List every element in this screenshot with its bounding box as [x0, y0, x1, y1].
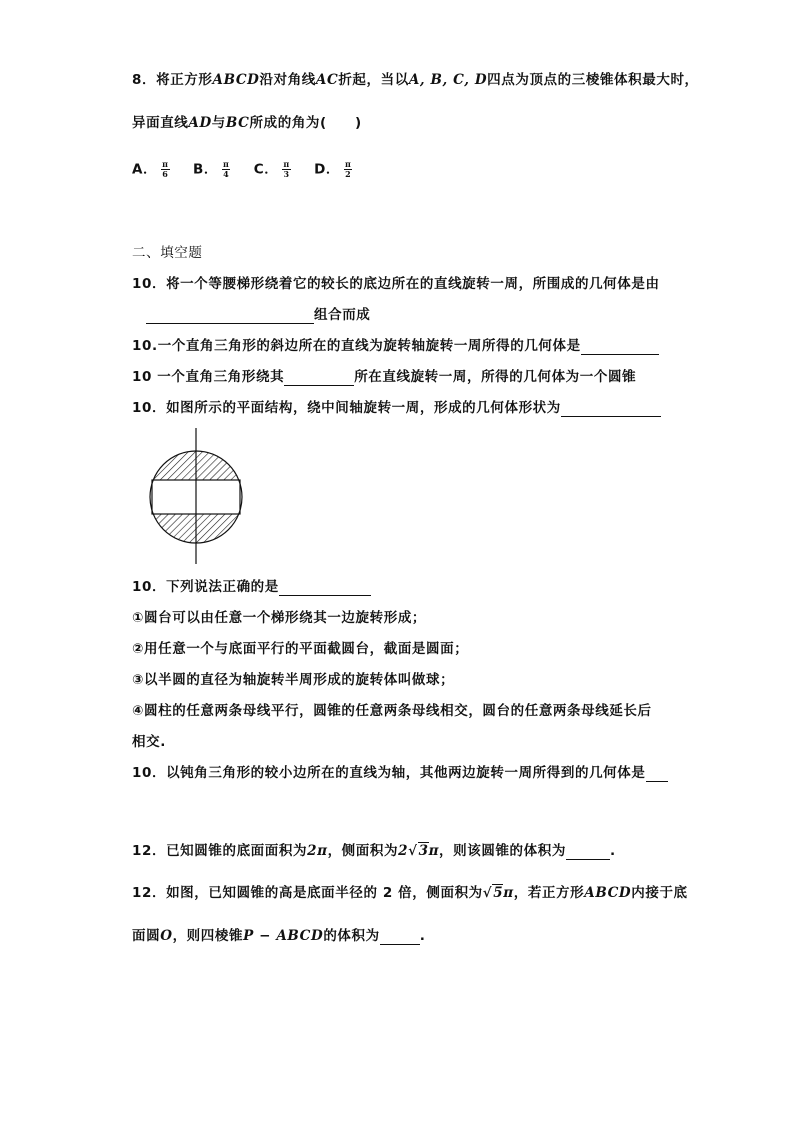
q10f-line — [132, 764, 668, 782]
q10f-text: 10．以钝角三角形的较小边所在的直线为轴，其他两边旋转一周所得到的几何体是 — [132, 765, 646, 781]
q8-text: 异面直线 — [132, 115, 189, 131]
q10a-line2 — [146, 306, 370, 324]
q12b-text: . — [419, 928, 426, 944]
q8-line2 — [132, 114, 362, 132]
math-lateral-area: √5π — [482, 885, 514, 901]
q10e-item-4-cont: 相交. — [132, 734, 166, 750]
math-base-area: 2π — [307, 843, 328, 859]
q12b-text: ，则四棱锥 — [172, 928, 244, 944]
option-fraction — [282, 160, 290, 179]
q10e-stem — [132, 578, 371, 596]
q10e-text: 10．下列说法正确的是 — [132, 579, 279, 595]
math-pi: π — [428, 843, 440, 859]
option-c[interactable] — [254, 160, 291, 179]
option-label: A． — [132, 161, 158, 178]
q12a-text: 12．已知圆锥的底面面积为 — [132, 843, 308, 859]
q8-text: 沿对角线 — [259, 72, 316, 88]
q10e-item-2: ②用任意一个与底面平行的平面截圆台，截面是圆面； — [132, 641, 469, 657]
answer-blank[interactable] — [566, 845, 610, 860]
math-center: O — [160, 928, 173, 944]
q12b-line2 — [132, 927, 425, 945]
denominator: 4 — [223, 169, 230, 179]
math-bc: BC — [225, 115, 250, 131]
q10c-line — [132, 368, 636, 386]
math-pyramid: P − ABCD — [243, 928, 324, 944]
answer-blank[interactable] — [561, 402, 661, 417]
numerator: π — [283, 159, 290, 169]
math-square: ABCD — [212, 72, 260, 88]
q12b-line1 — [132, 884, 688, 902]
q12b-text: 内接于底 — [631, 885, 688, 901]
q8-text: 所成的角为( ) — [249, 115, 362, 131]
answer-blank[interactable] — [646, 767, 668, 782]
q10e-item-1: ①圆台可以由任意一个梯形绕其一边旋转形成； — [132, 610, 427, 626]
denominator: 2 — [345, 169, 352, 179]
q12b-text: 12．如图，已知圆锥的高是底面半径的 2 倍，侧面积为 — [132, 885, 483, 901]
option-fraction — [222, 160, 230, 179]
math-radicand: 3 — [418, 843, 429, 859]
option-label: D． — [314, 161, 341, 178]
answer-blank[interactable] — [581, 340, 659, 355]
answer-blank[interactable] — [279, 581, 371, 596]
rotation-figure — [148, 428, 248, 568]
q10e-item-4: ④圆柱的任意两条母线平行，圆锥的任意两条母线相交，圆台的任意两条母线延长后 — [132, 703, 652, 719]
q8-text: 8．将正方形 — [132, 72, 213, 88]
q10a-text: 组合而成 — [314, 307, 371, 323]
hatched-top-segment — [148, 428, 248, 480]
math-radicand: 5 — [493, 885, 504, 901]
option-b[interactable] — [193, 160, 230, 179]
hatched-bottom-segment — [148, 514, 248, 568]
q10d-line — [132, 399, 661, 417]
numerator: π — [345, 159, 352, 169]
math-points: A, B, C, D — [408, 72, 488, 88]
q8-text: 四点为顶点的三棱锥体积最大时， — [487, 72, 699, 88]
q12a-text: ，则该圆锥的体积为 — [439, 843, 566, 859]
option-a[interactable] — [132, 160, 170, 179]
q12b-text: ，若正方形 — [513, 885, 585, 901]
option-label: B． — [192, 161, 218, 178]
q10e-item-3: ③以半圆的直径为轴旋转半周形成的旋转体叫做球； — [132, 672, 455, 688]
option-fraction — [344, 160, 352, 179]
q12a-text: ，侧面积为 — [327, 843, 399, 859]
q12b-text: 的体积为 — [323, 928, 380, 944]
q8-line1 — [132, 71, 699, 89]
q8-text: 折起，当以 — [338, 72, 409, 88]
answer-blank[interactable] — [284, 371, 354, 386]
q10d-text: 10．如图所示的平面结构，绕中间轴旋转一周，形成的几何体形状为 — [132, 400, 561, 416]
q10b-text: 10.一个直角三角形的斜边所在的直线为旋转轴旋转一周所得的几何体是 — [132, 338, 581, 354]
q10b-line — [132, 337, 659, 355]
math-ad: AD — [188, 115, 212, 131]
q12a-text: . — [609, 843, 616, 859]
q10a-line1: 10．将一个等腰梯形绕着它的较长的底边所在的直线旋转一周，所围成的几何体是由 — [132, 276, 660, 292]
q10c-text: 所在直线旋转一周，所得的几何体为一个圆锥 — [354, 369, 637, 385]
denominator: 6 — [162, 169, 169, 179]
math-diagonal: AC — [315, 72, 339, 88]
math-square: ABCD — [584, 885, 632, 901]
section-title: 二、填空题 — [132, 245, 203, 261]
option-label: C． — [253, 161, 279, 178]
answer-blank[interactable] — [380, 930, 420, 945]
denominator: 3 — [283, 169, 290, 179]
math-lateral-area: 2√3π — [398, 843, 440, 859]
option-d[interactable] — [314, 160, 352, 179]
q8-text: 与 — [211, 115, 226, 131]
q12a-line — [132, 842, 616, 860]
math-coef: 2 — [398, 843, 409, 859]
option-fraction — [161, 160, 169, 179]
numerator: π — [222, 159, 230, 169]
math-pi: π — [503, 885, 514, 901]
q12b-text: 面圆 — [132, 928, 161, 944]
answer-blank[interactable] — [146, 309, 314, 324]
q10c-text: 10 一个直角三角形绕其 — [132, 369, 285, 385]
q8-options — [132, 160, 370, 179]
numerator: π — [162, 159, 169, 169]
